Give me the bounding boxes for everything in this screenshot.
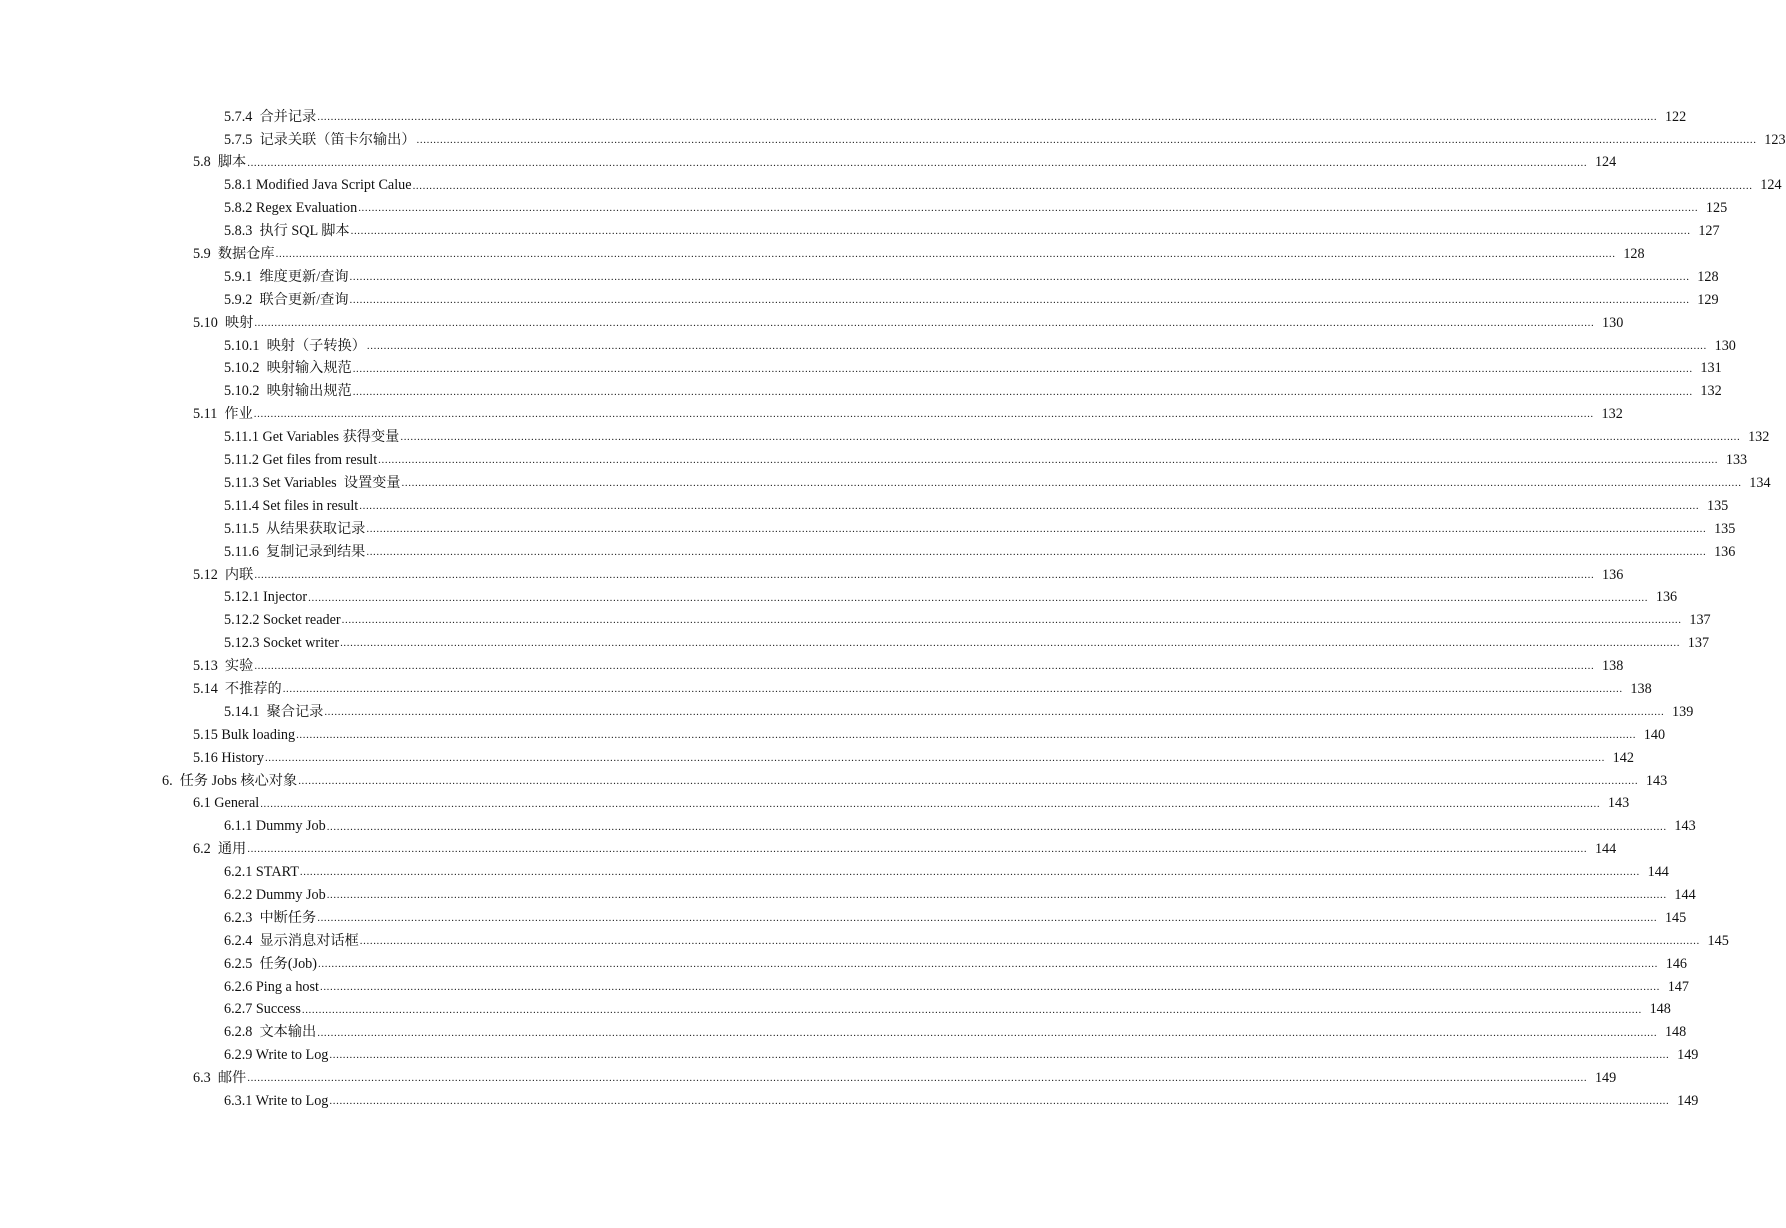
toc-entry[interactable] <box>0 814 1696 837</box>
dot-leader: ................................................................................................................................................................................................................................................................................................................................................................................................................ <box>282 683 1623 696</box>
toc-entry-page-number: 132 <box>1700 383 1722 400</box>
toc-entry[interactable] <box>0 928 1729 951</box>
toc-entry[interactable] <box>0 539 1736 562</box>
toc-entry[interactable] <box>0 424 1770 447</box>
toc-entry-title: 5.11.1 Get Variables 获得变量 <box>224 429 400 446</box>
toc-entry[interactable] <box>0 218 1720 241</box>
dot-leader: ................................................................................................................................................................................................................................................................................................................................................................................................................ <box>341 614 1682 627</box>
toc-entry[interactable] <box>0 287 1719 310</box>
dot-leader: ................................................................................................................................................................................................................................................................................................................................................................................................................ <box>366 522 1707 535</box>
dot-leader: ................................................................................................................................................................................................................................................................................................................................................................................................................ <box>254 660 1595 673</box>
toc-entry[interactable] <box>0 493 1729 516</box>
dot-leader: ................................................................................................................................................................................................................................................................................................................................................................................................................ <box>247 1072 1588 1085</box>
toc-entry-page-number: 146 <box>1665 955 1688 972</box>
toc-entry-title: 5.9.2 联合更新/查询 <box>224 291 349 308</box>
toc-entry-title: 5.8 脚本 <box>193 154 247 171</box>
toc-entry-title: 5.12.3 Socket writer <box>224 635 340 652</box>
toc-entry-page-number: 125 <box>1705 200 1728 217</box>
toc-entry[interactable] <box>0 585 1678 608</box>
dot-leader: ................................................................................................................................................................................................................................................................................................................................................................................................................ <box>400 431 1741 444</box>
dot-leader: ................................................................................................................................................................................................................................................................................................................................................................................................................ <box>358 202 1699 215</box>
toc-entry-page-number: 139 <box>1672 703 1694 720</box>
toc-entry-page-number: 138 <box>1602 658 1624 675</box>
toc-entry[interactable] <box>0 653 1624 676</box>
toc-entry-title: 6.2.8 文本输出 <box>224 1024 317 1041</box>
toc-entry-title: 6.2.7 Success <box>224 1001 301 1018</box>
toc-entry-title: 6.1 General <box>193 795 260 812</box>
dot-leader: ................................................................................................................................................................................................................................................................................................................................................................................................................ <box>247 156 1588 169</box>
dot-leader: ................................................................................................................................................................................................................................................................................................................................................................................................................ <box>319 980 1660 993</box>
dot-leader: ................................................................................................................................................................................................................................................................................................................................................................................................................ <box>275 248 1616 261</box>
toc-entry[interactable] <box>0 745 1634 768</box>
toc-entry[interactable] <box>0 1043 1699 1066</box>
dot-leader: ................................................................................................................................................................................................................................................................................................................................................................................................................ <box>264 751 1605 764</box>
toc-entry-page-number: 142 <box>1612 749 1634 766</box>
toc-entry[interactable] <box>0 1065 1617 1088</box>
toc-entry-page-number: 131 <box>1700 360 1722 377</box>
dot-leader: ................................................................................................................................................................................................................................................................................................................................................................................................................ <box>254 316 1595 329</box>
toc-entry-page-number: 136 <box>1714 543 1736 560</box>
toc-entry-title: 5.14 不推荐的 <box>193 680 282 697</box>
toc-entry-page-number: 143 <box>1645 772 1668 789</box>
toc-entry-page-number: 124 <box>1760 177 1782 194</box>
toc-entry-page-number: 140 <box>1643 726 1666 743</box>
toc-entry-title: 6.2 通用 <box>193 841 247 858</box>
toc-entry-title: 5.11 作业 <box>193 406 253 423</box>
toc-entry-title: 5.8.2 Regex Evaluation <box>224 200 358 217</box>
toc-entry-page-number: 136 <box>1602 566 1624 583</box>
dot-leader: ................................................................................................................................................................................................................................................................................................................................................................................................................ <box>340 637 1681 650</box>
toc-entry-page-number: 135 <box>1714 520 1736 537</box>
dot-leader: ................................................................................................................................................................................................................................................................................................................................................................................................................ <box>260 797 1601 810</box>
toc-entry[interactable] <box>0 447 1748 470</box>
toc-entry-title: 5.16 History <box>193 749 264 766</box>
toc-entry-page-number: 136 <box>1655 589 1678 606</box>
toc-entry-title: 5.10.2 映射输入规范 <box>224 360 352 377</box>
toc-entry-page-number: 134 <box>1749 474 1771 491</box>
toc-entry-page-number: 132 <box>1601 406 1623 423</box>
toc-entry[interactable] <box>0 768 1668 791</box>
toc-entry[interactable] <box>0 791 1630 814</box>
toc-entry-page-number: 137 <box>1689 612 1711 629</box>
toc-entry[interactable] <box>0 173 1782 196</box>
toc-entry[interactable] <box>0 676 1652 699</box>
toc-entry[interactable] <box>0 127 1786 150</box>
toc-entry-title: 5.12 内联 <box>193 566 254 583</box>
dot-leader: ................................................................................................................................................................................................................................................................................................................................................................................................................ <box>326 889 1667 902</box>
toc-entry-page-number: 128 <box>1623 246 1645 263</box>
toc-entry-title: 5.10.1 映射（子转换） <box>224 337 366 354</box>
toc-entry-page-number: 148 <box>1649 1001 1671 1018</box>
dot-leader: ................................................................................................................................................................................................................................................................................................................................................................................................................ <box>401 477 1742 490</box>
toc-entry[interactable] <box>0 722 1666 745</box>
toc-entry-title: 5.11.4 Set files in result <box>224 497 359 514</box>
dot-leader: ................................................................................................................................................................................................................................................................................................................................................................................................................ <box>416 133 1757 146</box>
toc-entry[interactable] <box>0 150 1617 173</box>
toc-entry-title: 6.2.5 任务(Job) <box>224 955 318 972</box>
toc-entry-title: 5.9 数据仓库 <box>193 246 275 263</box>
dot-leader: ................................................................................................................................................................................................................................................................................................................................................................................................................ <box>352 362 1693 375</box>
toc-entry-title: 5.12.1 Injector <box>224 589 308 606</box>
toc-entry-page-number: 123 <box>1764 131 1786 148</box>
toc-entry-title: 6.2.3 中断任务 <box>224 909 317 926</box>
toc-entry-page-number: 145 <box>1664 909 1687 926</box>
dot-leader: ................................................................................................................................................................................................................................................................................................................................................................................................................ <box>359 500 1700 513</box>
toc-entry[interactable] <box>0 562 1624 585</box>
toc-entry[interactable] <box>0 997 1671 1020</box>
toc-entry-title: 6.2.9 Write to Log <box>224 1047 329 1064</box>
toc-entry-title: 5.10 映射 <box>193 314 254 331</box>
toc-entry[interactable] <box>0 104 1687 127</box>
toc-entry[interactable] <box>0 699 1694 722</box>
toc-entry[interactable] <box>0 310 1624 333</box>
toc-entry-page-number: 132 <box>1748 429 1770 446</box>
toc-entry-title: 6. 任务 Jobs 核心对象 <box>162 772 298 789</box>
toc-entry[interactable] <box>0 516 1736 539</box>
dot-leader: ................................................................................................................................................................................................................................................................................................................................................................................................................ <box>366 545 1707 558</box>
toc-entry-page-number: 138 <box>1630 680 1652 697</box>
toc-entry-page-number: 133 <box>1725 452 1748 469</box>
toc-entry-title: 6.3.1 Write to Log <box>224 1092 329 1109</box>
toc-entry[interactable] <box>0 974 1689 997</box>
toc-entry[interactable] <box>0 630 1710 653</box>
toc-entry-page-number: 128 <box>1697 268 1719 285</box>
toc-entry[interactable] <box>0 1088 1699 1111</box>
toc-entry-title: 5.8.1 Modified Java Script Calue <box>224 177 412 194</box>
dot-leader: ................................................................................................................................................................................................................................................................................................................................................................................................................ <box>299 866 1640 879</box>
toc-entry-title: 6.3 邮件 <box>193 1070 247 1087</box>
dot-leader: ................................................................................................................................................................................................................................................................................................................................................................................................................ <box>350 225 1691 238</box>
toc-entry[interactable] <box>0 356 1722 379</box>
toc-entry-title: 5.7.5 记录关联（笛卡尔输出） <box>224 131 416 148</box>
toc-entry-page-number: 122 <box>1664 108 1687 125</box>
toc-entry[interactable] <box>0 470 1771 493</box>
toc-entry[interactable] <box>0 951 1688 974</box>
toc-entry-page-number: 124 <box>1594 154 1617 171</box>
toc-entry-page-number: 127 <box>1698 223 1720 240</box>
dot-leader: ................................................................................................................................................................................................................................................................................................................................................................................................................ <box>253 408 1594 421</box>
toc-entry-page-number: 130 <box>1714 337 1736 354</box>
dot-leader: ................................................................................................................................................................................................................................................................................................................................................................................................................ <box>296 728 1637 741</box>
toc-entry-title: 5.11.5 从结果获取记录 <box>224 520 366 537</box>
toc-entry-page-number: 130 <box>1602 314 1624 331</box>
dot-leader: ................................................................................................................................................................................................................................................................................................................................................................................................................ <box>317 912 1658 925</box>
dot-leader: ................................................................................................................................................................................................................................................................................................................................................................................................................ <box>349 271 1690 284</box>
toc-entry-title: 5.11.2 Get files from result <box>224 452 378 469</box>
toc-entry[interactable] <box>0 333 1736 356</box>
dot-leader: ................................................................................................................................................................................................................................................................................................................................................................................................................ <box>254 568 1595 581</box>
toc-entry[interactable] <box>0 264 1719 287</box>
toc-entry[interactable] <box>0 402 1623 425</box>
toc-entry-page-number: 149 <box>1677 1092 1699 1109</box>
dot-leader: ................................................................................................................................................................................................................................................................................................................................................................................................................ <box>352 385 1693 398</box>
dot-leader: ................................................................................................................................................................................................................................................................................................................................................................................................................ <box>298 774 1639 787</box>
toc-entry-page-number: 145 <box>1707 932 1729 949</box>
dot-leader: ................................................................................................................................................................................................................................................................................................................................................................................................................ <box>329 1049 1670 1062</box>
toc-entry-title: 5.15 Bulk loading <box>193 726 296 743</box>
toc-entry-page-number: 135 <box>1706 497 1729 514</box>
dot-leader: ................................................................................................................................................................................................................................................................................................................................................................................................................ <box>324 706 1665 719</box>
toc-entry-title: 5.14.1 聚合记录 <box>224 703 324 720</box>
toc-entry-title: 5.10.2 映射输出规范 <box>224 383 352 400</box>
toc-entry-title: 5.13 实验 <box>193 658 254 675</box>
toc-entry-title: 5.7.4 合并记录 <box>224 108 317 125</box>
toc-entry[interactable] <box>0 379 1722 402</box>
toc-entry-title: 6.1.1 Dummy Job <box>224 818 326 835</box>
toc-entry-title: 6.2.2 Dummy Job <box>224 886 326 903</box>
toc-entry-page-number: 148 <box>1664 1024 1687 1041</box>
dot-leader: ................................................................................................................................................................................................................................................................................................................................................................................................................ <box>301 1003 1642 1016</box>
dot-leader: ................................................................................................................................................................................................................................................................................................................................................................................................................ <box>412 179 1753 192</box>
dot-leader: ................................................................................................................................................................................................................................................................................................................................................................................................................ <box>247 843 1588 856</box>
toc-entry-page-number: 143 <box>1674 818 1696 835</box>
toc-entry-title: 6.2.1 START <box>224 864 299 881</box>
toc-entry-page-number: 144 <box>1674 886 1696 903</box>
toc-entry[interactable] <box>0 859 1669 882</box>
toc-entry[interactable] <box>0 882 1696 905</box>
dot-leader: ................................................................................................................................................................................................................................................................................................................................................................................................................ <box>326 820 1667 833</box>
toc-entry-title: 5.8.3 执行 SQL 脚本 <box>224 223 350 240</box>
toc-entry[interactable] <box>0 241 1645 264</box>
dot-leader: ................................................................................................................................................................................................................................................................................................................................................................................................................ <box>318 957 1659 970</box>
table-of-contents <box>0 104 1786 1111</box>
dot-leader: ................................................................................................................................................................................................................................................................................................................................................................................................................ <box>366 339 1707 352</box>
toc-entry-page-number: 149 <box>1594 1070 1617 1087</box>
toc-entry-title: 5.11.3 Set Variables 设置变量 <box>224 474 401 491</box>
dot-leader: ................................................................................................................................................................................................................................................................................................................................................................................................................ <box>359 934 1700 947</box>
dot-leader: ................................................................................................................................................................................................................................................................................................................................................................................................................ <box>317 1026 1658 1039</box>
toc-entry-page-number: 143 <box>1607 795 1630 812</box>
toc-entry[interactable] <box>0 1020 1687 1043</box>
toc-entry-title: 5.9.1 维度更新/查询 <box>224 268 349 285</box>
toc-entry[interactable] <box>0 905 1687 928</box>
toc-entry[interactable] <box>0 837 1617 860</box>
toc-entry-page-number: 144 <box>1594 841 1617 858</box>
dot-leader: ................................................................................................................................................................................................................................................................................................................................................................................................................ <box>308 591 1649 604</box>
toc-entry-title: 6.2.4 显示消息对话框 <box>224 932 359 949</box>
toc-entry-page-number: 147 <box>1667 978 1689 995</box>
dot-leader: ................................................................................................................................................................................................................................................................................................................................................................................................................ <box>329 1095 1670 1108</box>
toc-entry-title: 5.12.2 Socket reader <box>224 612 341 629</box>
toc-entry-page-number: 144 <box>1647 864 1669 881</box>
toc-entry[interactable] <box>0 196 1728 219</box>
dot-leader: ................................................................................................................................................................................................................................................................................................................................................................................................................ <box>349 294 1690 307</box>
toc-entry[interactable] <box>0 608 1711 631</box>
toc-entry-page-number: 149 <box>1677 1047 1699 1064</box>
toc-entry-page-number: 129 <box>1697 291 1719 308</box>
toc-entry-title: 6.2.6 Ping a host <box>224 978 319 995</box>
dot-leader: ................................................................................................................................................................................................................................................................................................................................................................................................................ <box>378 454 1719 467</box>
dot-leader: ................................................................................................................................................................................................................................................................................................................................................................................................................ <box>317 110 1658 123</box>
toc-entry-title: 5.11.6 复制记录到结果 <box>224 543 366 560</box>
toc-entry-page-number: 137 <box>1687 635 1710 652</box>
